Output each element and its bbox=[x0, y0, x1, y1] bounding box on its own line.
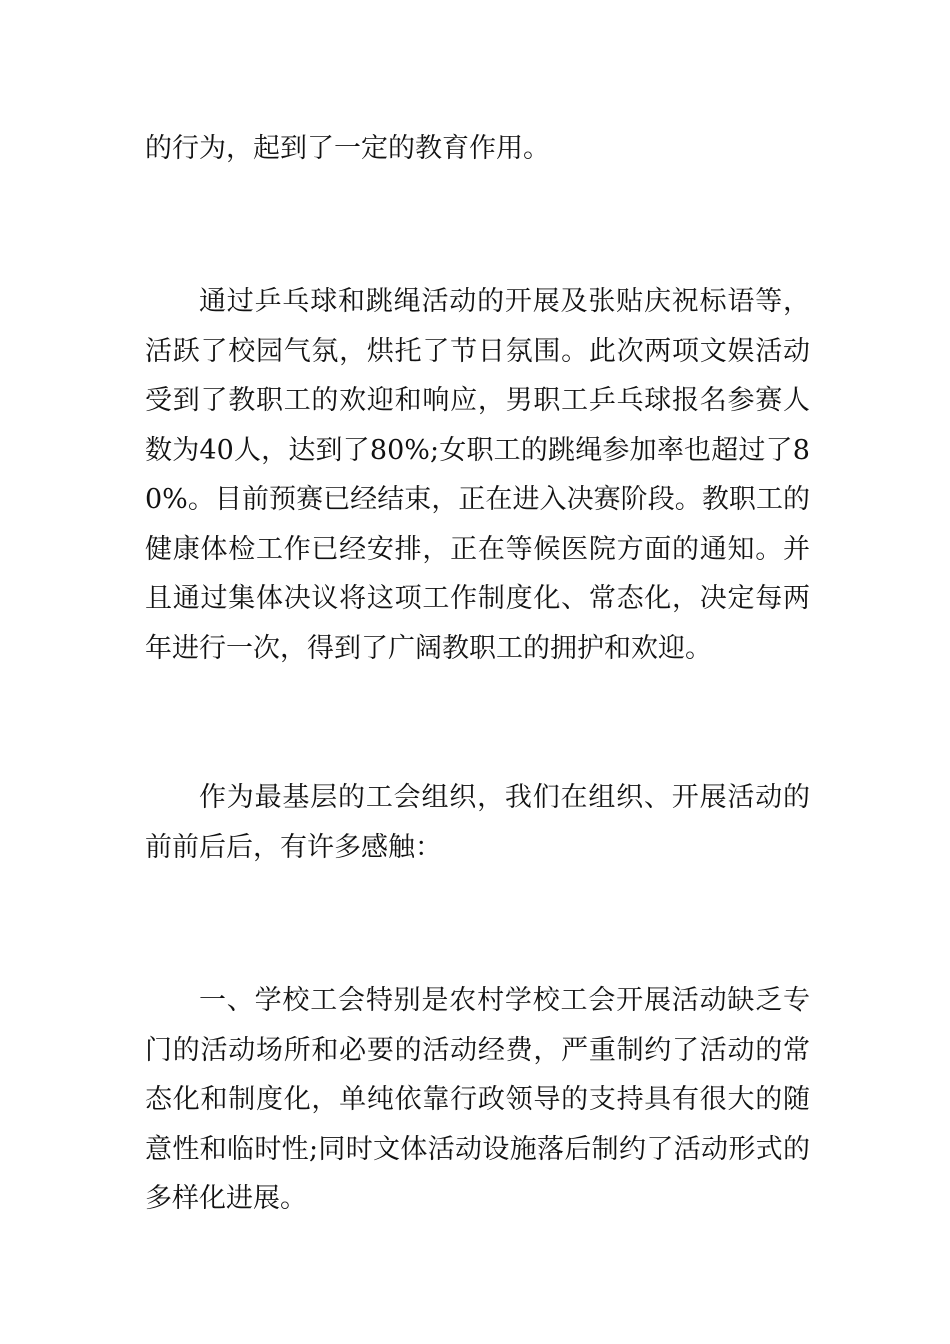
paragraph-reflections-intro: 作为最基层的工会组织，我们在组织、开展活动的前前后后，有许多感触： bbox=[145, 782, 810, 863]
paragraph-activities: 通过乒乓球和跳绳活动的开展及张贴庆祝标语等，活跃了校园气氛，烘托了节日氛围。此次两项文娱活动受到了教职工的欢迎和响应，男职工乒乓球报名参赛人数为40人，达到了80%;女职工的跳绳参加率也超过了80%。目前预赛已经结束，正在进入决赛阶段。教职工的健康体检工作已经安排，正在等候医院方面的通知。并且通过集体决议将这项工作制度化、常态化，决定每两年进行一次，得到了广阔教职工的拥护和欢迎。 bbox=[145, 286, 810, 664]
paragraph-continuation: 的行为，起到了一定的教育作用。 bbox=[145, 133, 550, 164]
paragraph-point-one: 一、学校工会特别是农村学校工会开展活动缺乏专门的活动场所和必要的活动经费，严重制约了活动的常态化和制度化，单纯依靠行政领导的支持具有很大的随意性和临时性;同时文体活动设施落后制约了活动形式的多样化进展。 bbox=[145, 985, 810, 1214]
